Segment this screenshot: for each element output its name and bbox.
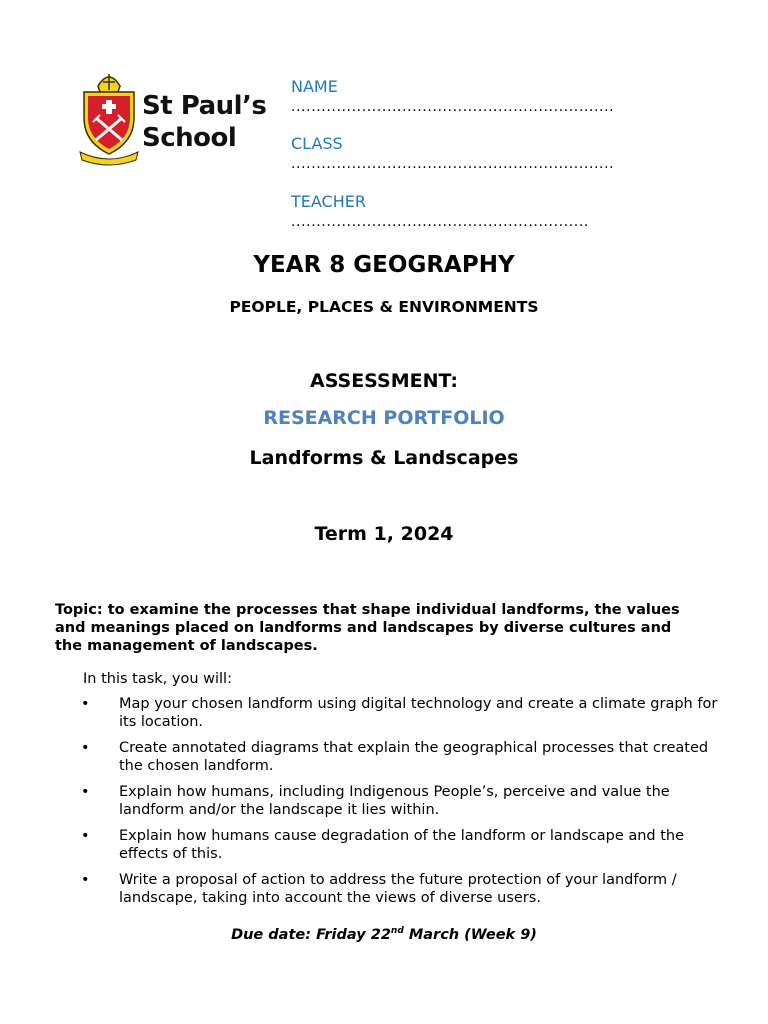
- teacher-field: [291, 192, 589, 230]
- task-text: Map your chosen landform using digital technology and create a climate graph for its location.: [119, 696, 718, 730]
- topic-statement: Topic: to examine the processes that shape individual landforms, the values and meanings placed on landforms and landscapes by diverse cultures and the management of landscapes.: [55, 602, 680, 654]
- due-date-ordinal: nd: [390, 926, 404, 936]
- bullet: •: [81, 696, 90, 712]
- name-label: NAME: [291, 77, 338, 96]
- term-label: Term 1, 2024: [314, 523, 454, 545]
- assessment-label: ASSESSMENT:: [309, 370, 459, 392]
- list-item: [80, 739, 720, 775]
- task-text: Explain how humans, including Indigenous People’s, perceive and value the landform and/or the landscape it lies within.: [119, 784, 670, 818]
- bullet: •: [81, 740, 90, 756]
- task-text: Write a proposal of action to address the future protection of your landform / landscape, taking into account the views of diverse users.: [119, 872, 677, 906]
- name-blank: ................................................................: [291, 99, 615, 115]
- school-crest-icon: [78, 70, 140, 166]
- task-intro: In this task, you will:: [83, 671, 232, 687]
- teacher-blank: ...........................................................: [291, 214, 589, 230]
- due-date: [0, 926, 768, 943]
- bullet: •: [81, 872, 90, 888]
- list-item: [80, 695, 720, 731]
- page-title: YEAR 8 GEOGRAPHY: [253, 252, 515, 278]
- class-label: CLASS: [291, 134, 343, 153]
- name-field: [291, 77, 614, 115]
- task-text: Explain how humans cause degradation of the landform or landscape and the effects of this.: [119, 828, 685, 862]
- class-field: [291, 134, 614, 172]
- bullet: •: [81, 784, 90, 800]
- topic-name: Landforms & Landscapes: [249, 447, 519, 469]
- task-list: [80, 695, 720, 915]
- school-name-line2: School: [142, 123, 237, 153]
- list-item: [80, 827, 720, 863]
- class-blank: ................................................................: [291, 156, 615, 172]
- due-date-suffix: March (Week 9): [403, 926, 537, 943]
- assessment-type: RESEARCH PORTFOLIO: [263, 407, 505, 429]
- unit-title: PEOPLE, PLACES & ENVIRONMENTS: [229, 298, 539, 316]
- school-logo: [78, 70, 274, 166]
- list-item: [80, 783, 720, 819]
- school-name: [142, 90, 266, 154]
- due-date-prefix: Due date: Friday 22: [231, 926, 391, 943]
- school-name-line1: St Paul’s: [142, 91, 267, 121]
- bullet: •: [81, 828, 90, 844]
- teacher-label: TEACHER: [291, 192, 366, 211]
- list-item: [80, 871, 720, 907]
- task-text: Create annotated diagrams that explain the geographical processes that created the chosen landform.: [119, 740, 709, 774]
